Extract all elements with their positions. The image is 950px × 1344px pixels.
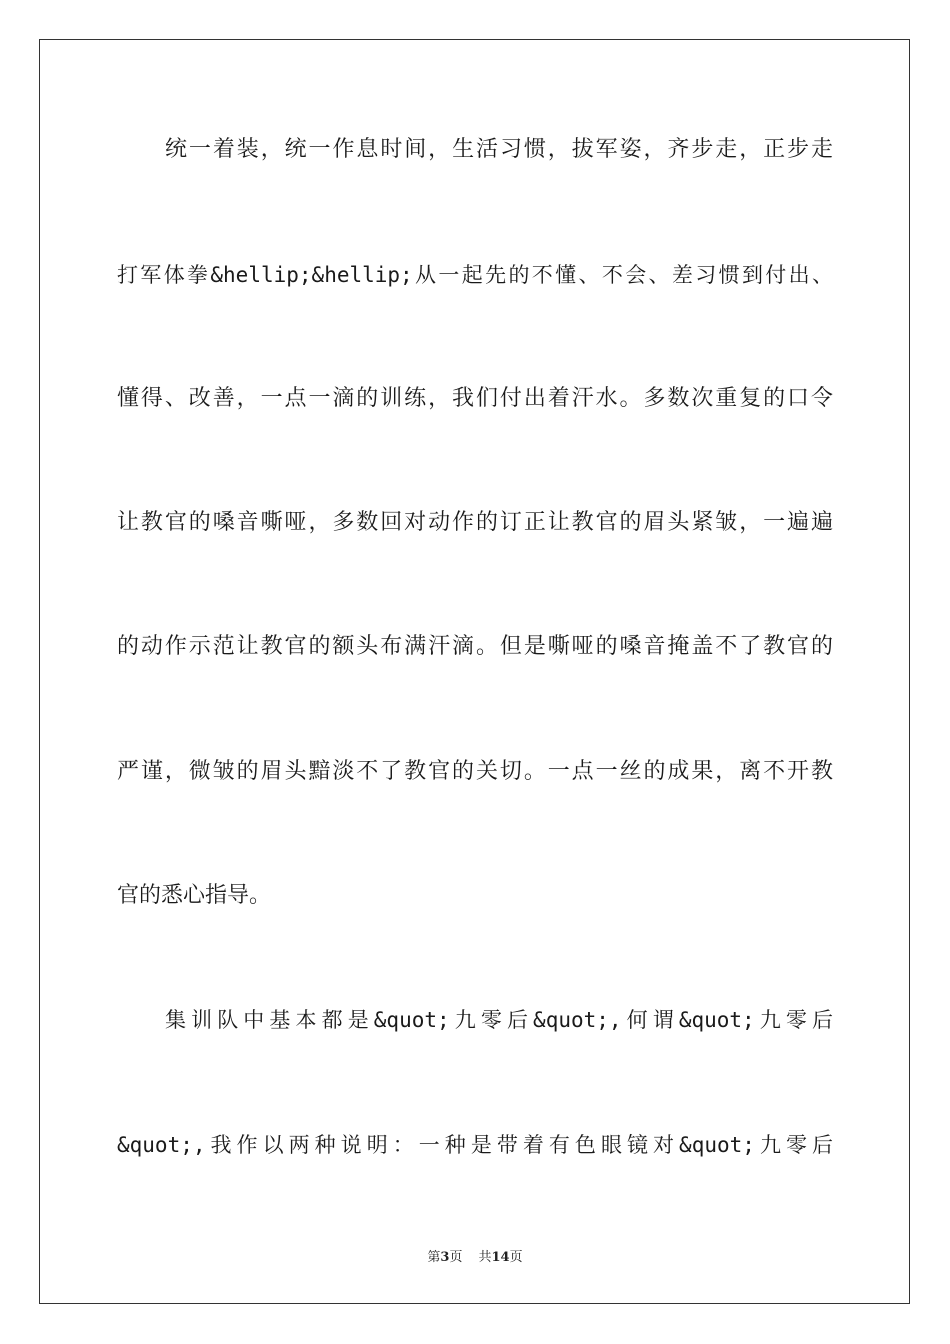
page-border	[39, 39, 910, 1304]
footer-page-current: 3	[440, 1250, 450, 1265]
paragraph-1-line-4: 让教官的嗓音嘶哑，多数回对动作的订正让教官的眉头紧皱，一遍遍	[117, 510, 833, 535]
paragraph-1-line-1: 统一着装，统一作息时间，生活习惯，拔军姿，齐步走，正步走	[165, 137, 833, 162]
footer-page-total: 14	[491, 1250, 510, 1265]
page-footer	[0, 1246, 950, 1265]
paragraph-1-line-2: 打军体拳&hellip;&hellip;从一起先的不懂、不会、差习惯到付出、	[117, 263, 833, 287]
paragraph-1-line-7: 官的悉心指导。	[117, 883, 272, 908]
paragraph-2-line-1: 集训队中基本都是&quot;九零后&quot;,何谓&quot;九零后	[165, 1008, 833, 1032]
footer-total-suffix: 页	[509, 1250, 523, 1265]
paragraph-1-line-6: 严谨，微皱的眉头黯淡不了教官的关切。一点一丝的成果，离不开教	[117, 759, 833, 784]
footer-page-suffix: 页	[449, 1250, 463, 1265]
paragraph-2-line-2: &quot;,我作以两种说明：一种是带着有色眼镜对&quot;九零后	[117, 1133, 833, 1157]
paragraph-1-line-5: 的动作示范让教官的额头布满汗滴。但是嘶哑的嗓音掩盖不了教官的	[117, 634, 833, 659]
footer-total-prefix: 共	[478, 1250, 492, 1265]
footer-page-prefix: 第	[427, 1250, 441, 1265]
paragraph-1-line-3: 懂得、改善，一点一滴的训练，我们付出着汗水。多数次重复的口令	[117, 386, 833, 411]
